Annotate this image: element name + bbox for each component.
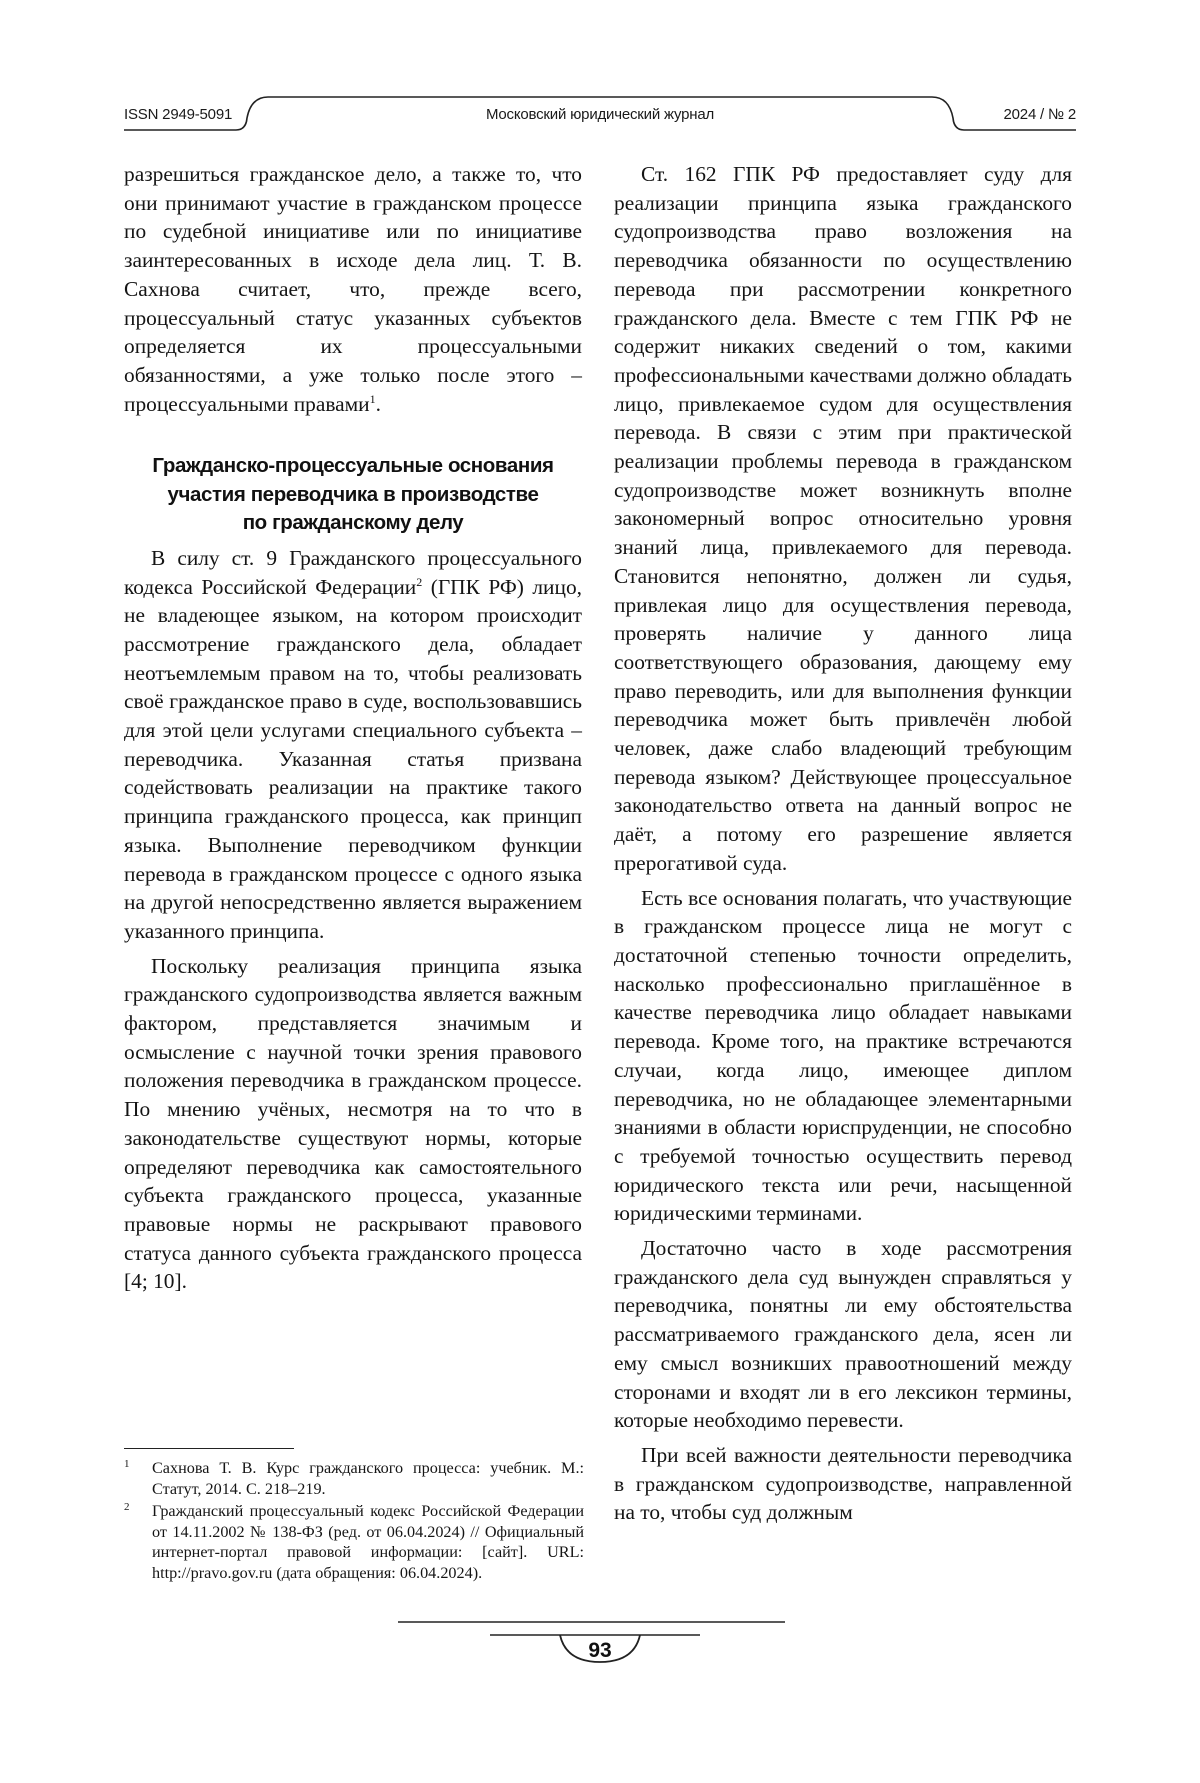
paragraph (124, 160, 582, 418)
footnotes (124, 1458, 584, 1585)
paragraph-text: разрешиться гражданское дело, а также то, что они принимают участие в гражданском процессе по судебной инициативе или по инициативе заинтересованных в исходе дела лиц. Т. В. Сахнова считает, что, прежде всего, процессуальный статус указанных субъектов определяется их процессуальными обязанностями, а уже только после этого – процессуальными правами (124, 162, 582, 416)
footnote-number: 1 (124, 1458, 130, 1470)
footnote-number: 2 (124, 1501, 130, 1513)
footnote-divider (124, 1448, 294, 1449)
journal-title: Московский юридический журнал (485, 106, 715, 123)
section-heading-line: Гражданско-процессуальные основания (152, 454, 554, 478)
footnote-ref[interactable]: 2 (416, 574, 423, 589)
paragraph-text: В силу ст. 9 Гражданского процессуального кодекса Российской Федерации (124, 545, 582, 599)
footnote-text: Гражданский процессуальный кодекс Российской Федерации от 14.11.2002 № 138-ФЗ (ред. от 06.04.2024) // Официальный интернет-портал правовой информации: [сайт]. URL: http://pravo.gov.ru (дата обращения: 06.04.2024). (152, 1502, 584, 1582)
paragraph: При всей важности деятельности переводчика в гражданском судопроизводстве, направленной на то, чтобы суд должным (614, 1442, 1072, 1525)
section-heading-line: участия переводчика в производстве (167, 482, 539, 506)
issue-label: 2024 / № 2 (1003, 106, 1076, 123)
footnote-ref[interactable]: 1 (369, 391, 376, 406)
paragraph: Достаточно часто в ходе рассмотрения гражданского дела суд вынужден справляться у переводчика, понятны ли ему обстоятельства рассматриваемого гражданского дела, ясен ли ему смысл возникших правоотношений между сторонами и входят ли в его лексикон термины, которые необходимо перевести. (614, 1236, 1072, 1433)
paragraph: Ст. 162 ГПК РФ предоставляет суду для реализации принципа языка гражданского судопроизводства право возложения на переводчика обязанности по осуществлению перевода при рассмотрении конкретного гражданского дела. Вместе с тем ГПК РФ не содержит никаких сведений о том, какими профессиональными качествами должно обладать лицо, привлекаемое судом для осуществления перевода. В связи с этим при практической реализации проблемы перевода в гражданском судопроизводстве может возникнуть вполне закономерный вопрос относительно уровня знаний лица, привлекаемого для перевода. Становится непонятно, должен ли судья, привлекая лицо для осуществления перевода, проверять наличие у данного лица соответствующего образования, дающему ему право переводить, или для выполнения функции переводчика может быть привлечён любой человек, даже слабо владеющий требующим перевода языком? Действующее процессуальное законодательство ответа на данный вопрос не даёт, а потому его разрешение является прерогативой суда. (614, 162, 1072, 875)
left-column (124, 160, 582, 1302)
paragraph: Есть все основания полагать, что участвующие в гражданском процессе лица не могут с достаточной степенью точности определить, насколько профессионально приглашённое в качестве переводчика лицо обладает навыками перевода. Кроме того, на практике встречаются случаи, когда лицо, имеющее диплом переводчика, но не обладающее элементарными знаниями в области юриспруденции, не способно с требуемой точностью осуществить перевод юридического текста или речи, насыщенной юридическими терминами. (614, 885, 1072, 1226)
section-heading-line: по гражданскому делу (242, 511, 464, 535)
right-column (614, 160, 1072, 1533)
footnote (124, 1501, 584, 1583)
issn-label: ISSN 2949-5091 (124, 106, 233, 123)
footnote (124, 1458, 584, 1499)
footnote-text: Сахнова Т. В. Курс гражданского процесса: учебник. М.: Статут, 2014. С. 218–219. (152, 1459, 584, 1498)
section-heading (124, 452, 582, 538)
paragraph-text: (ГПК РФ) лицо, не владеющее языком, на котором происходит рассмотрение гражданского дела, обладает неотъемлемым правом на то, чтобы реализовать своё гражданское право в суде, воспользовавшись для этой цели услугами специального субъекта – переводчика. Указанная статья призвана содействовать реализации на практике такого принципа гражданского процесса, как принцип языка. Выполнение переводчиком функции перевода в гражданском процессе с одного языка на другой непосредственно является выражением указанного принципа. (124, 574, 582, 943)
page-number: 93 (588, 1639, 612, 1662)
paragraph (124, 544, 582, 946)
paragraph-text: . (375, 391, 381, 416)
paragraph: Поскольку реализация принципа языка гражданского судопроизводства является важным фактором, представляется значимым и осмысление с научной точки зрения правового положения переводчика в гражданском процессе. По мнению учёных, несмотря на то что в законодательстве существуют нормы, которые определяют переводчика как самостоятельного субъекта гражданского процесса, указанные правовые нормы не раскрывают правового статуса данного субъекта гражданского процесса [4; 10]. (124, 953, 582, 1294)
